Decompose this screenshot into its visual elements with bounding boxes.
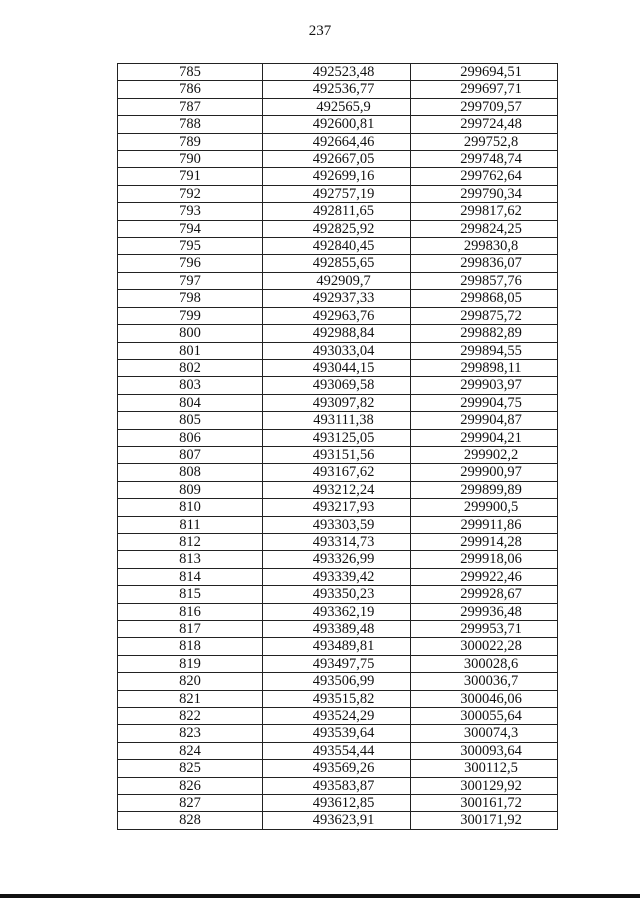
table-row bbox=[118, 812, 558, 829]
table-row bbox=[118, 621, 558, 638]
point-number-cell: 815 bbox=[118, 586, 263, 603]
point-number-cell: 800 bbox=[118, 325, 263, 342]
y-coordinate-cell: 300129,92 bbox=[411, 777, 558, 794]
y-coordinate-cell: 299899,89 bbox=[411, 481, 558, 498]
table-row bbox=[118, 760, 558, 777]
x-coordinate-cell: 493583,87 bbox=[263, 777, 411, 794]
x-coordinate-cell: 493217,93 bbox=[263, 499, 411, 516]
table-row bbox=[118, 551, 558, 568]
y-coordinate-cell: 299898,11 bbox=[411, 359, 558, 376]
point-number-cell: 801 bbox=[118, 342, 263, 359]
x-coordinate-cell: 493389,48 bbox=[263, 621, 411, 638]
y-coordinate-cell: 299748,74 bbox=[411, 151, 558, 168]
point-number-cell: 799 bbox=[118, 307, 263, 324]
point-number-cell: 823 bbox=[118, 725, 263, 742]
point-number-cell: 819 bbox=[118, 655, 263, 672]
x-coordinate-cell: 493303,59 bbox=[263, 516, 411, 533]
y-coordinate-cell: 300022,28 bbox=[411, 638, 558, 655]
y-coordinate-cell: 299903,97 bbox=[411, 377, 558, 394]
point-number-cell: 796 bbox=[118, 255, 263, 272]
point-number-cell: 828 bbox=[118, 812, 263, 829]
x-coordinate-cell: 493362,19 bbox=[263, 603, 411, 620]
point-number-cell: 803 bbox=[118, 377, 263, 394]
point-number-cell: 785 bbox=[118, 64, 263, 81]
point-number-cell: 806 bbox=[118, 429, 263, 446]
y-coordinate-cell: 299762,64 bbox=[411, 168, 558, 185]
x-coordinate-cell: 492963,76 bbox=[263, 307, 411, 324]
y-coordinate-cell: 300161,72 bbox=[411, 795, 558, 812]
table-row bbox=[118, 81, 558, 98]
x-coordinate-cell: 492600,81 bbox=[263, 116, 411, 133]
point-number-cell: 787 bbox=[118, 98, 263, 115]
y-coordinate-cell: 300028,6 bbox=[411, 655, 558, 672]
page-number: 237 bbox=[308, 23, 332, 39]
x-coordinate-cell: 493554,44 bbox=[263, 742, 411, 759]
point-number-cell: 789 bbox=[118, 133, 263, 150]
table-row bbox=[118, 742, 558, 759]
table-row bbox=[118, 238, 558, 255]
y-coordinate-cell: 299894,55 bbox=[411, 342, 558, 359]
x-coordinate-cell: 492536,77 bbox=[263, 81, 411, 98]
y-coordinate-cell: 300036,7 bbox=[411, 673, 558, 690]
y-coordinate-cell: 299830,8 bbox=[411, 238, 558, 255]
y-coordinate-cell: 299836,07 bbox=[411, 255, 558, 272]
table-row bbox=[118, 603, 558, 620]
x-coordinate-cell: 493612,85 bbox=[263, 795, 411, 812]
x-coordinate-cell: 492855,65 bbox=[263, 255, 411, 272]
x-coordinate-cell: 492825,92 bbox=[263, 220, 411, 237]
table-row bbox=[118, 638, 558, 655]
point-number-cell: 808 bbox=[118, 464, 263, 481]
x-coordinate-cell: 493489,81 bbox=[263, 638, 411, 655]
point-number-cell: 821 bbox=[118, 690, 263, 707]
point-number-cell: 802 bbox=[118, 359, 263, 376]
x-coordinate-cell: 493314,73 bbox=[263, 533, 411, 550]
x-coordinate-cell: 493497,75 bbox=[263, 655, 411, 672]
table-row bbox=[118, 272, 558, 289]
x-coordinate-cell: 493212,24 bbox=[263, 481, 411, 498]
x-coordinate-cell: 493339,42 bbox=[263, 568, 411, 585]
x-coordinate-cell: 492667,05 bbox=[263, 151, 411, 168]
x-coordinate-cell: 493069,58 bbox=[263, 377, 411, 394]
point-number-cell: 824 bbox=[118, 742, 263, 759]
x-coordinate-cell: 493111,38 bbox=[263, 412, 411, 429]
table-row bbox=[118, 586, 558, 603]
y-coordinate-cell: 300046,06 bbox=[411, 690, 558, 707]
table-row bbox=[118, 568, 558, 585]
y-coordinate-cell: 299824,25 bbox=[411, 220, 558, 237]
x-coordinate-cell: 493350,23 bbox=[263, 586, 411, 603]
y-coordinate-cell: 300171,92 bbox=[411, 812, 558, 829]
point-number-cell: 805 bbox=[118, 412, 263, 429]
x-coordinate-cell: 493167,62 bbox=[263, 464, 411, 481]
table-row bbox=[118, 516, 558, 533]
point-number-cell: 814 bbox=[118, 568, 263, 585]
table-row bbox=[118, 795, 558, 812]
y-coordinate-cell: 299882,89 bbox=[411, 325, 558, 342]
x-coordinate-cell: 493033,04 bbox=[263, 342, 411, 359]
point-number-cell: 790 bbox=[118, 151, 263, 168]
x-coordinate-cell: 493097,82 bbox=[263, 394, 411, 411]
x-coordinate-cell: 492565,9 bbox=[263, 98, 411, 115]
table-row bbox=[118, 412, 558, 429]
y-coordinate-cell: 299914,28 bbox=[411, 533, 558, 550]
y-coordinate-cell: 299790,34 bbox=[411, 185, 558, 202]
y-coordinate-cell: 299697,71 bbox=[411, 81, 558, 98]
x-coordinate-cell: 493125,05 bbox=[263, 429, 411, 446]
y-coordinate-cell: 299918,06 bbox=[411, 551, 558, 568]
table-row bbox=[118, 255, 558, 272]
table-row bbox=[118, 708, 558, 725]
y-coordinate-cell: 299875,72 bbox=[411, 307, 558, 324]
x-coordinate-cell: 492937,33 bbox=[263, 290, 411, 307]
y-coordinate-cell: 299900,97 bbox=[411, 464, 558, 481]
x-coordinate-cell: 493515,82 bbox=[263, 690, 411, 707]
scan-edge-bar bbox=[0, 894, 640, 898]
table-row bbox=[118, 446, 558, 463]
x-coordinate-cell: 493151,56 bbox=[263, 446, 411, 463]
table-row bbox=[118, 307, 558, 324]
table-row bbox=[118, 655, 558, 672]
table-row bbox=[118, 325, 558, 342]
table-row bbox=[118, 342, 558, 359]
y-coordinate-cell: 299922,46 bbox=[411, 568, 558, 585]
table-row bbox=[118, 481, 558, 498]
x-coordinate-cell: 492699,16 bbox=[263, 168, 411, 185]
x-coordinate-cell: 492909,7 bbox=[263, 272, 411, 289]
table-row bbox=[118, 185, 558, 202]
y-coordinate-cell: 299868,05 bbox=[411, 290, 558, 307]
point-number-cell: 817 bbox=[118, 621, 263, 638]
point-number-cell: 818 bbox=[118, 638, 263, 655]
x-coordinate-cell: 492988,84 bbox=[263, 325, 411, 342]
table-row bbox=[118, 64, 558, 81]
table-row bbox=[118, 359, 558, 376]
table-row bbox=[118, 673, 558, 690]
point-number-cell: 798 bbox=[118, 290, 263, 307]
point-number-cell: 795 bbox=[118, 238, 263, 255]
point-number-cell: 791 bbox=[118, 168, 263, 185]
point-number-cell: 816 bbox=[118, 603, 263, 620]
coordinates-table-body bbox=[118, 64, 558, 830]
table-row bbox=[118, 725, 558, 742]
y-coordinate-cell: 299911,86 bbox=[411, 516, 558, 533]
x-coordinate-cell: 493506,99 bbox=[263, 673, 411, 690]
table-row bbox=[118, 151, 558, 168]
point-number-cell: 811 bbox=[118, 516, 263, 533]
table-row bbox=[118, 429, 558, 446]
point-number-cell: 797 bbox=[118, 272, 263, 289]
point-number-cell: 786 bbox=[118, 81, 263, 98]
table-row bbox=[118, 133, 558, 150]
table-row bbox=[118, 98, 558, 115]
x-coordinate-cell: 492811,65 bbox=[263, 203, 411, 220]
x-coordinate-cell: 493524,29 bbox=[263, 708, 411, 725]
y-coordinate-cell: 299953,71 bbox=[411, 621, 558, 638]
x-coordinate-cell: 492523,48 bbox=[263, 64, 411, 81]
x-coordinate-cell: 493539,64 bbox=[263, 725, 411, 742]
table-row bbox=[118, 168, 558, 185]
point-number-cell: 822 bbox=[118, 708, 263, 725]
table-row bbox=[118, 116, 558, 133]
x-coordinate-cell: 493569,26 bbox=[263, 760, 411, 777]
point-number-cell: 813 bbox=[118, 551, 263, 568]
table-row bbox=[118, 690, 558, 707]
y-coordinate-cell: 299752,8 bbox=[411, 133, 558, 150]
point-number-cell: 826 bbox=[118, 777, 263, 794]
table-row bbox=[118, 220, 558, 237]
point-number-cell: 794 bbox=[118, 220, 263, 237]
point-number-cell: 825 bbox=[118, 760, 263, 777]
y-coordinate-cell: 299857,76 bbox=[411, 272, 558, 289]
point-number-cell: 788 bbox=[118, 116, 263, 133]
point-number-cell: 820 bbox=[118, 673, 263, 690]
point-number-cell: 807 bbox=[118, 446, 263, 463]
y-coordinate-cell: 299724,48 bbox=[411, 116, 558, 133]
x-coordinate-cell: 492664,46 bbox=[263, 133, 411, 150]
table-row bbox=[118, 464, 558, 481]
coordinates-table bbox=[117, 63, 558, 830]
y-coordinate-cell: 299694,51 bbox=[411, 64, 558, 81]
x-coordinate-cell: 492840,45 bbox=[263, 238, 411, 255]
y-coordinate-cell: 300112,5 bbox=[411, 760, 558, 777]
y-coordinate-cell: 300055,64 bbox=[411, 708, 558, 725]
x-coordinate-cell: 493623,91 bbox=[263, 812, 411, 829]
point-number-cell: 792 bbox=[118, 185, 263, 202]
y-coordinate-cell: 299928,67 bbox=[411, 586, 558, 603]
y-coordinate-cell: 299904,75 bbox=[411, 394, 558, 411]
point-number-cell: 809 bbox=[118, 481, 263, 498]
table-row bbox=[118, 533, 558, 550]
x-coordinate-cell: 493044,15 bbox=[263, 359, 411, 376]
point-number-cell: 804 bbox=[118, 394, 263, 411]
y-coordinate-cell: 299904,21 bbox=[411, 429, 558, 446]
table-row bbox=[118, 499, 558, 516]
y-coordinate-cell: 300093,64 bbox=[411, 742, 558, 759]
y-coordinate-cell: 299904,87 bbox=[411, 412, 558, 429]
point-number-cell: 812 bbox=[118, 533, 263, 550]
point-number-cell: 810 bbox=[118, 499, 263, 516]
x-coordinate-cell: 493326,99 bbox=[263, 551, 411, 568]
table-row bbox=[118, 394, 558, 411]
y-coordinate-cell: 299817,62 bbox=[411, 203, 558, 220]
y-coordinate-cell: 299936,48 bbox=[411, 603, 558, 620]
y-coordinate-cell: 299902,2 bbox=[411, 446, 558, 463]
table-row bbox=[118, 377, 558, 394]
table-row bbox=[118, 777, 558, 794]
table-row bbox=[118, 290, 558, 307]
table-row bbox=[118, 203, 558, 220]
y-coordinate-cell: 299900,5 bbox=[411, 499, 558, 516]
y-coordinate-cell: 300074,3 bbox=[411, 725, 558, 742]
point-number-cell: 827 bbox=[118, 795, 263, 812]
point-number-cell: 793 bbox=[118, 203, 263, 220]
x-coordinate-cell: 492757,19 bbox=[263, 185, 411, 202]
y-coordinate-cell: 299709,57 bbox=[411, 98, 558, 115]
